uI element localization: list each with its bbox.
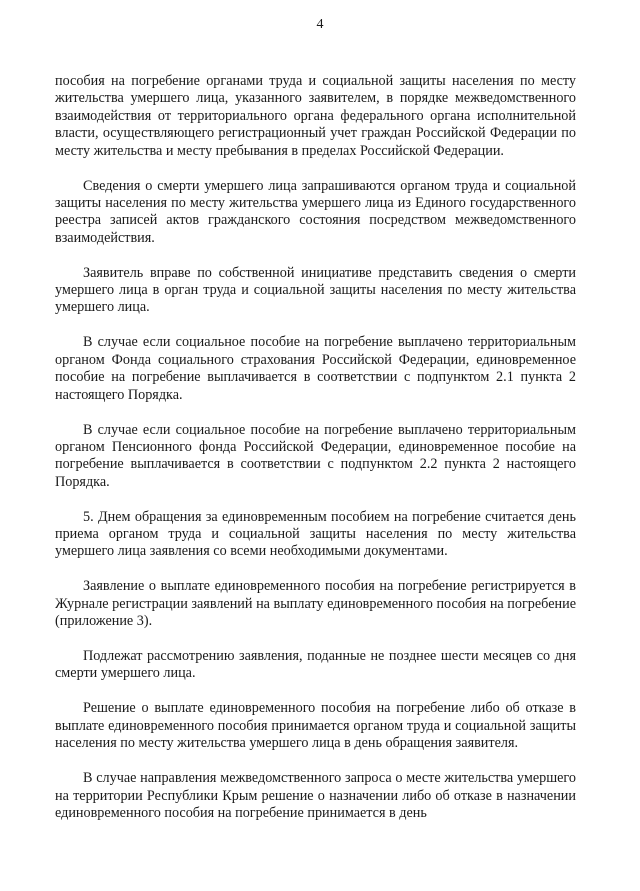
page-number: 4 bbox=[316, 17, 324, 32]
paragraph-pension-fund: В случае если социальное пособие на погребение выплачено территориальным органом Пенсионного фонда Российской Федерации, единовременное пособие на погребение выплачивается в соответствии с подпунктом 2.2 пункта 2 настоящего Порядка. bbox=[55, 421, 576, 490]
paragraph-six-month-limit: Подлежат рассмотрению заявления, поданные не позднее шести месяцев со дня смерти умершего лица. bbox=[55, 648, 576, 682]
paragraph-death-info-request: Сведения о смерти умершего лица запрашиваются органом труда и социальной защиты населения по месту жительства умершего лица из Единого государственного реестра записей актов гражданского состояния посредством межведомственного взаимодействия. bbox=[55, 177, 576, 246]
paragraph-social-insurance-fund: В случае если социальное пособие на погребение выплачено территориальным органом Фонда социального страхования Российской Федерации, единовременное пособие на погребение выплачивается в соответствии с подпунктом 2.1 пункта 2 настоящего Порядка. bbox=[55, 334, 576, 403]
paragraph-decision: Решение о выплате единовременного пособия на погребение либо об отказе в выплате единовременного пособия принимается органом труда и социальной защиты населения по месту жительства умершего лица в день обращения заявителя. bbox=[55, 700, 576, 752]
paragraph-applicant-initiative: Заявитель вправе по собственной инициативе представить сведения о смерти умершего лица в орган труда и социальной защиты населения по месту жительства умершего лица. bbox=[55, 264, 576, 316]
paragraph-application-day: 5. Днем обращения за единовременным пособием на погребение считается день приема органом труда и социальной защиты населения по месту жительства умершего лица заявления со всеми необходимыми документами. bbox=[55, 508, 576, 560]
paragraph-registration-journal: Заявление о выплате единовременного пособия на погребение регистрируется в Журнале регистрации заявлений на выплату единовременного пособия на погребение (приложение 3). bbox=[55, 578, 576, 630]
paragraph-continuation: пособия на погребение органами труда и социальной защиты населения по месту жительства умершего лица, указанного заявителем, в порядке межведомственного взаимодействия от территориального органа федерального органа исполнительной власти, осуществляющего регистрационный учет граждан Российской Федерации по месту жительства и месту пребывания в пределах Российской Федерации. bbox=[55, 73, 576, 159]
document-body bbox=[55, 73, 576, 840]
paragraph-interagency-request: В случае направления межведомственного запроса о месте жительства умершего на территории Республики Крым решение о назначении либо об отказе в назначении единовременного пособия на погребение принимается в день bbox=[55, 770, 576, 821]
